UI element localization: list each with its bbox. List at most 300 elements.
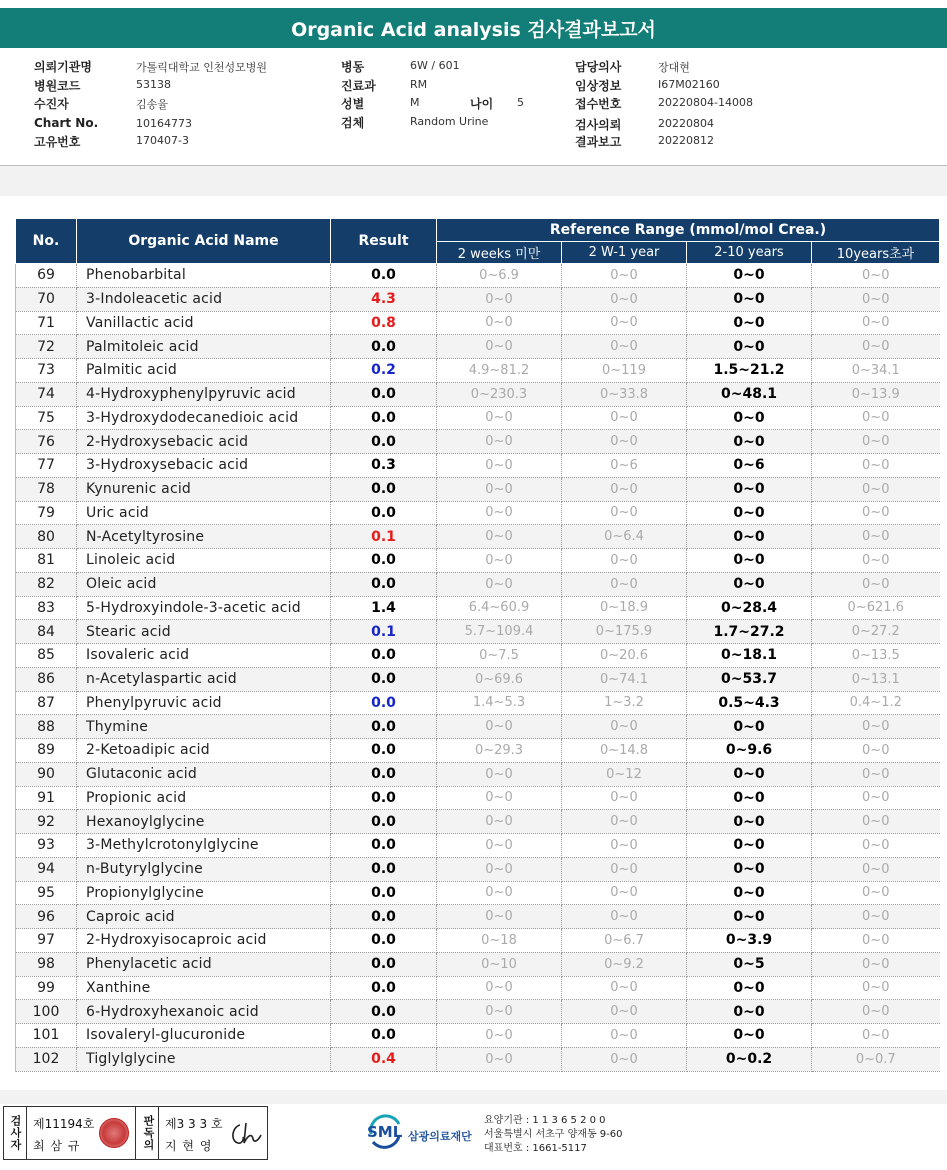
cell-range-2-10-years: 0~18.1 bbox=[687, 644, 812, 668]
cell-range-over-10-years: 0~0 bbox=[812, 501, 940, 525]
cell-acid-name: Oleic acid bbox=[77, 572, 331, 596]
cell-result: 0.0 bbox=[331, 929, 437, 953]
cell-no: 93 bbox=[16, 834, 77, 858]
cell-range-2w-1year: 0~0 bbox=[562, 572, 687, 596]
cell-range-2w-1year: 0~0 bbox=[562, 335, 687, 359]
cell-range-under-2-weeks: 0~10 bbox=[437, 952, 562, 976]
doctor-value: 장대현 bbox=[658, 61, 690, 74]
cell-range-2-10-years: 0~0 bbox=[687, 810, 812, 834]
cell-acid-name: Glutaconic acid bbox=[77, 762, 331, 786]
cell-acid-name: n-Acetylaspartic acid bbox=[77, 667, 331, 691]
table-row bbox=[16, 311, 940, 335]
dept-label: 진료과 bbox=[341, 79, 376, 93]
table-row bbox=[16, 1047, 940, 1071]
table-row bbox=[16, 1024, 940, 1048]
cell-range-under-2-weeks: 0~0 bbox=[437, 762, 562, 786]
dept-value: RM bbox=[410, 78, 428, 91]
cell-range-under-2-weeks: 0~0 bbox=[437, 810, 562, 834]
examiner-name: 최 삼 규 bbox=[33, 1139, 81, 1153]
cell-no: 92 bbox=[16, 810, 77, 834]
report-title: Organic Acid analysis 검사결과보고서 bbox=[0, 8, 947, 48]
cell-result: 0.0 bbox=[331, 430, 437, 454]
col-header-under-2-weeks: 2 weeks 미만 bbox=[437, 242, 562, 264]
cell-no: 89 bbox=[16, 739, 77, 763]
table-row bbox=[16, 406, 940, 430]
cell-range-under-2-weeks: 0~0 bbox=[437, 834, 562, 858]
cell-range-2-10-years: 0~53.7 bbox=[687, 667, 812, 691]
reviewer-signature-icon bbox=[226, 1119, 264, 1149]
table-row bbox=[16, 264, 940, 288]
cell-range-over-10-years: 0~27.2 bbox=[812, 620, 940, 644]
cell-no: 82 bbox=[16, 572, 77, 596]
cell-range-2-10-years: 0~0 bbox=[687, 881, 812, 905]
cell-range-2-10-years: 0~0 bbox=[687, 715, 812, 739]
cell-acid-name: N-Acetyltyrosine bbox=[77, 525, 331, 549]
cell-range-under-2-weeks: 0~0 bbox=[437, 976, 562, 1000]
col-header-2-10-years: 2-10 years bbox=[687, 242, 812, 264]
cell-no: 71 bbox=[16, 311, 77, 335]
section-divider bbox=[0, 166, 947, 196]
cell-no: 101 bbox=[16, 1024, 77, 1048]
cell-range-2w-1year: 0~74.1 bbox=[562, 667, 687, 691]
cell-range-2-10-years: 0~0 bbox=[687, 857, 812, 881]
cell-range-under-2-weeks: 0~0 bbox=[437, 287, 562, 311]
divider bbox=[158, 1107, 159, 1159]
cell-no: 74 bbox=[16, 382, 77, 406]
table-row bbox=[16, 359, 940, 383]
org-code-line: 요양기관 : 1 1 3 6 5 2 0 0 bbox=[484, 1115, 606, 1126]
cell-range-2-10-years: 0~5 bbox=[687, 952, 812, 976]
cell-acid-name: n-Butyrylglycine bbox=[77, 857, 331, 881]
cell-result: 0.0 bbox=[331, 810, 437, 834]
cell-no: 88 bbox=[16, 715, 77, 739]
col-header-over-10-years: 10years초과 bbox=[812, 242, 940, 264]
institution-value: 가톨릭대학교 인천성모병원 bbox=[136, 61, 268, 74]
cell-result: 0.0 bbox=[331, 477, 437, 501]
chart-no-value: 10164773 bbox=[136, 117, 192, 130]
cell-range-2-10-years: 0~0.2 bbox=[687, 1047, 812, 1071]
chart-no-label: Chart No. bbox=[34, 116, 99, 130]
cell-range-under-2-weeks: 0~0 bbox=[437, 454, 562, 478]
cell-result: 0.0 bbox=[331, 335, 437, 359]
cell-range-2w-1year: 0~6.4 bbox=[562, 525, 687, 549]
table-row bbox=[16, 786, 940, 810]
cell-range-over-10-years: 0~0.7 bbox=[812, 1047, 940, 1071]
cell-range-over-10-years: 0~34.1 bbox=[812, 359, 940, 383]
col-header-result: Result bbox=[331, 219, 437, 264]
cell-range-under-2-weeks: 0~0 bbox=[437, 311, 562, 335]
cell-range-over-10-years: 0~0 bbox=[812, 287, 940, 311]
examiner-seal-icon bbox=[99, 1118, 129, 1148]
specimen-label: 검체 bbox=[341, 116, 365, 130]
cell-range-2w-1year: 0~0 bbox=[562, 430, 687, 454]
receipt-no-value: 20220804-14008 bbox=[658, 96, 753, 109]
cell-no: 99 bbox=[16, 976, 77, 1000]
table-row bbox=[16, 715, 940, 739]
cell-no: 69 bbox=[16, 264, 77, 288]
cell-result: 0.0 bbox=[331, 1000, 437, 1024]
org-address: 서울특별시 서초구 양재동 9-60 bbox=[484, 1129, 623, 1140]
cell-range-over-10-years: 0~621.6 bbox=[812, 596, 940, 620]
table-row bbox=[16, 525, 940, 549]
cell-range-2w-1year: 0~9.2 bbox=[562, 952, 687, 976]
cell-result: 0.0 bbox=[331, 905, 437, 929]
cell-result: 0.8 bbox=[331, 311, 437, 335]
cell-no: 70 bbox=[16, 287, 77, 311]
hospital-code-label: 병원코드 bbox=[34, 79, 81, 93]
cell-range-under-2-weeks: 0~0 bbox=[437, 1047, 562, 1071]
cell-range-2-10-years: 0~0 bbox=[687, 905, 812, 929]
cell-range-2-10-years: 0~6 bbox=[687, 454, 812, 478]
cell-range-2-10-years: 0~0 bbox=[687, 786, 812, 810]
specimen-value: Random Urine bbox=[410, 115, 489, 128]
cell-result: 0.0 bbox=[331, 644, 437, 668]
table-row bbox=[16, 976, 940, 1000]
cell-range-2-10-years: 0~3.9 bbox=[687, 929, 812, 953]
cell-result: 0.0 bbox=[331, 501, 437, 525]
cell-range-over-10-years: 0~0 bbox=[812, 762, 940, 786]
unique-no-label: 고유번호 bbox=[34, 135, 81, 149]
cell-range-2w-1year: 0~0 bbox=[562, 549, 687, 573]
cell-result: 0.1 bbox=[331, 620, 437, 644]
cell-no: 86 bbox=[16, 667, 77, 691]
sex-value: M bbox=[410, 96, 420, 109]
request-date-label: 검사의뢰 bbox=[575, 118, 622, 132]
cell-result: 0.0 bbox=[331, 762, 437, 786]
divider bbox=[26, 1107, 27, 1159]
cell-range-over-10-years: 0~0 bbox=[812, 857, 940, 881]
cell-range-under-2-weeks: 0~0 bbox=[437, 715, 562, 739]
reviewer-name: 지 현 영 bbox=[165, 1139, 213, 1153]
cell-no: 90 bbox=[16, 762, 77, 786]
table-row bbox=[16, 929, 940, 953]
cell-range-over-10-years: 0~0 bbox=[812, 335, 940, 359]
cell-range-2w-1year: 0~6.7 bbox=[562, 929, 687, 953]
cell-range-2-10-years: 0~0 bbox=[687, 834, 812, 858]
cell-range-under-2-weeks: 1.4~5.3 bbox=[437, 691, 562, 715]
results-table-container bbox=[15, 218, 939, 1072]
age-value: 5 bbox=[517, 96, 524, 109]
cell-acid-name: Caproic acid bbox=[77, 905, 331, 929]
cell-no: 96 bbox=[16, 905, 77, 929]
cell-result: 1.4 bbox=[331, 596, 437, 620]
doctor-label: 담당의사 bbox=[575, 60, 622, 74]
cell-range-2-10-years: 0~0 bbox=[687, 1000, 812, 1024]
cell-range-over-10-years: 0~0 bbox=[812, 952, 940, 976]
cell-range-over-10-years: 0~13.5 bbox=[812, 644, 940, 668]
cell-range-2-10-years: 1.7~27.2 bbox=[687, 620, 812, 644]
cell-acid-name: Isovaleryl-glucuronide bbox=[77, 1024, 331, 1048]
cell-range-over-10-years: 0~0 bbox=[812, 264, 940, 288]
examiner-license: 제11194호 bbox=[33, 1117, 95, 1131]
clinical-info-label: 임상정보 bbox=[575, 79, 622, 93]
cell-acid-name: Phenylacetic acid bbox=[77, 952, 331, 976]
results-table-body bbox=[16, 264, 940, 1072]
table-row bbox=[16, 335, 940, 359]
cell-range-2w-1year: 0~0 bbox=[562, 834, 687, 858]
cell-range-2w-1year: 0~20.6 bbox=[562, 644, 687, 668]
cell-range-2w-1year: 0~33.8 bbox=[562, 382, 687, 406]
table-row bbox=[16, 881, 940, 905]
cell-result: 0.0 bbox=[331, 976, 437, 1000]
cell-range-over-10-years: 0~0 bbox=[812, 929, 940, 953]
cell-no: 84 bbox=[16, 620, 77, 644]
cell-result: 0.0 bbox=[331, 549, 437, 573]
table-row bbox=[16, 501, 940, 525]
cell-no: 72 bbox=[16, 335, 77, 359]
cell-range-2w-1year: 0~6 bbox=[562, 454, 687, 478]
cell-acid-name: Thymine bbox=[77, 715, 331, 739]
cell-no: 102 bbox=[16, 1047, 77, 1071]
cell-range-2-10-years: 0~0 bbox=[687, 477, 812, 501]
cell-range-2w-1year: 0~0 bbox=[562, 1047, 687, 1071]
cell-no: 76 bbox=[16, 430, 77, 454]
table-row bbox=[16, 477, 940, 501]
cell-range-under-2-weeks: 0~0 bbox=[437, 549, 562, 573]
cell-range-under-2-weeks: 0~18 bbox=[437, 929, 562, 953]
cell-range-2w-1year: 0~0 bbox=[562, 287, 687, 311]
cell-range-over-10-years: 0~0 bbox=[812, 834, 940, 858]
cell-range-2w-1year: 0~0 bbox=[562, 264, 687, 288]
cell-range-over-10-years: 0~13.1 bbox=[812, 667, 940, 691]
cell-range-2-10-years: 0~0 bbox=[687, 572, 812, 596]
cell-acid-name: 3-Hydroxysebacic acid bbox=[77, 454, 331, 478]
cell-no: 73 bbox=[16, 359, 77, 383]
cell-range-over-10-years: 0~0 bbox=[812, 810, 940, 834]
cell-range-over-10-years: 0~0 bbox=[812, 976, 940, 1000]
cell-range-under-2-weeks: 0~29.3 bbox=[437, 739, 562, 763]
cell-range-2w-1year: 1~3.2 bbox=[562, 691, 687, 715]
cell-range-over-10-years: 0~0 bbox=[812, 311, 940, 335]
table-row bbox=[16, 644, 940, 668]
table-row bbox=[16, 810, 940, 834]
patient-info-section bbox=[0, 48, 947, 166]
cell-result: 0.1 bbox=[331, 525, 437, 549]
cell-no: 79 bbox=[16, 501, 77, 525]
cell-range-over-10-years: 0~0 bbox=[812, 739, 940, 763]
cell-range-2-10-years: 0~0 bbox=[687, 549, 812, 573]
cell-range-2w-1year: 0~18.9 bbox=[562, 596, 687, 620]
cell-range-over-10-years: 0~0 bbox=[812, 477, 940, 501]
cell-no: 95 bbox=[16, 881, 77, 905]
cell-no: 75 bbox=[16, 406, 77, 430]
cell-range-over-10-years: 0~0 bbox=[812, 786, 940, 810]
cell-range-2-10-years: 0~0 bbox=[687, 501, 812, 525]
reviewer-label: 판독의 bbox=[142, 1115, 155, 1151]
cell-range-2w-1year: 0~175.9 bbox=[562, 620, 687, 644]
cell-range-under-2-weeks: 4.9~81.2 bbox=[437, 359, 562, 383]
org-abbr: SML bbox=[367, 1123, 403, 1141]
cell-no: 77 bbox=[16, 454, 77, 478]
cell-no: 83 bbox=[16, 596, 77, 620]
cell-range-under-2-weeks: 6.4~60.9 bbox=[437, 596, 562, 620]
cell-range-over-10-years: 0~0 bbox=[812, 572, 940, 596]
cell-range-over-10-years: 0~0 bbox=[812, 905, 940, 929]
unique-no-value: 170407-3 bbox=[136, 134, 189, 147]
table-row bbox=[16, 596, 940, 620]
examiner-label: 검사자 bbox=[9, 1115, 22, 1151]
cell-no: 81 bbox=[16, 549, 77, 573]
cell-range-over-10-years: 0~13.9 bbox=[812, 382, 940, 406]
cell-result: 4.3 bbox=[331, 287, 437, 311]
col-header-name: Organic Acid Name bbox=[77, 219, 331, 264]
sex-label: 성별 bbox=[341, 97, 365, 111]
institution-label: 의뢰기관명 bbox=[34, 60, 92, 74]
cell-range-2w-1year: 0~0 bbox=[562, 857, 687, 881]
cell-result: 0.0 bbox=[331, 572, 437, 596]
cell-acid-name: Propionic acid bbox=[77, 786, 331, 810]
cell-range-2-10-years: 0~28.4 bbox=[687, 596, 812, 620]
cell-range-2-10-years: 0~0 bbox=[687, 311, 812, 335]
patient-value: 김송율 bbox=[136, 98, 168, 111]
cell-range-2w-1year: 0~0 bbox=[562, 715, 687, 739]
cell-range-over-10-years: 0~0 bbox=[812, 525, 940, 549]
cell-range-under-2-weeks: 0~230.3 bbox=[437, 382, 562, 406]
cell-result: 0.0 bbox=[331, 406, 437, 430]
table-row bbox=[16, 952, 940, 976]
cell-range-2w-1year: 0~14.8 bbox=[562, 739, 687, 763]
table-row bbox=[16, 857, 940, 881]
report-date-label: 결과보고 bbox=[575, 135, 622, 149]
org-contact bbox=[484, 1114, 623, 1156]
table-row bbox=[16, 667, 940, 691]
cell-range-2-10-years: 0~9.6 bbox=[687, 739, 812, 763]
cell-acid-name: Uric acid bbox=[77, 501, 331, 525]
cell-range-over-10-years: 0~0 bbox=[812, 1000, 940, 1024]
cell-range-over-10-years: 0~0 bbox=[812, 454, 940, 478]
report-date-value: 20220812 bbox=[658, 134, 714, 147]
cell-range-2-10-years: 0~0 bbox=[687, 406, 812, 430]
cell-range-under-2-weeks: 0~0 bbox=[437, 1024, 562, 1048]
cell-range-over-10-years: 0.4~1.2 bbox=[812, 691, 940, 715]
cell-no: 85 bbox=[16, 644, 77, 668]
cell-range-2-10-years: 0~0 bbox=[687, 976, 812, 1000]
cell-result: 0.0 bbox=[331, 786, 437, 810]
results-table bbox=[15, 218, 940, 1072]
cell-range-2w-1year: 0~0 bbox=[562, 406, 687, 430]
table-row bbox=[16, 572, 940, 596]
cell-range-under-2-weeks: 0~0 bbox=[437, 905, 562, 929]
cell-result: 0.3 bbox=[331, 454, 437, 478]
cell-result: 0.2 bbox=[331, 359, 437, 383]
cell-range-under-2-weeks: 0~0 bbox=[437, 406, 562, 430]
cell-acid-name: Phenylpyruvic acid bbox=[77, 691, 331, 715]
receipt-no-label: 접수번호 bbox=[575, 97, 622, 111]
cell-range-2w-1year: 0~0 bbox=[562, 976, 687, 1000]
cell-acid-name: Kynurenic acid bbox=[77, 477, 331, 501]
cell-no: 100 bbox=[16, 1000, 77, 1024]
cell-no: 80 bbox=[16, 525, 77, 549]
clinical-info-value: I67M02160 bbox=[658, 78, 720, 91]
table-row bbox=[16, 834, 940, 858]
cell-range-2w-1year: 0~0 bbox=[562, 1000, 687, 1024]
cell-acid-name: 6-Hydroxyhexanoic acid bbox=[77, 1000, 331, 1024]
cell-no: 97 bbox=[16, 929, 77, 953]
org-phone: 대표번호 : 1661-5117 bbox=[484, 1143, 587, 1154]
cell-range-under-2-weeks: 0~0 bbox=[437, 525, 562, 549]
cell-range-over-10-years: 0~0 bbox=[812, 881, 940, 905]
cell-result: 0.0 bbox=[331, 691, 437, 715]
age-label: 나이 bbox=[470, 97, 494, 111]
cell-range-under-2-weeks: 0~7.5 bbox=[437, 644, 562, 668]
cell-result: 0.0 bbox=[331, 1024, 437, 1048]
cell-result: 0.0 bbox=[331, 857, 437, 881]
cell-range-2-10-years: 0~0 bbox=[687, 335, 812, 359]
table-row bbox=[16, 454, 940, 478]
cell-acid-name: Stearic acid bbox=[77, 620, 331, 644]
table-row bbox=[16, 549, 940, 573]
cell-range-2w-1year: 0~0 bbox=[562, 810, 687, 834]
hospital-code-value: 53138 bbox=[136, 78, 171, 91]
cell-range-2-10-years: 0~0 bbox=[687, 287, 812, 311]
col-header-2w-1year: 2 W-1 year bbox=[562, 242, 687, 264]
cell-range-under-2-weeks: 0~0 bbox=[437, 857, 562, 881]
cell-acid-name: 3-Indoleacetic acid bbox=[77, 287, 331, 311]
table-row bbox=[16, 430, 940, 454]
org-name: 삼광의료재단 bbox=[408, 1130, 472, 1143]
cell-no: 87 bbox=[16, 691, 77, 715]
col-header-reference: Reference Range (mmol/mol Crea.) bbox=[437, 219, 940, 242]
cell-range-2-10-years: 0~48.1 bbox=[687, 382, 812, 406]
cell-range-2-10-years: 0~0 bbox=[687, 1024, 812, 1048]
cell-result: 0.0 bbox=[331, 739, 437, 763]
cell-range-2-10-years: 0~0 bbox=[687, 430, 812, 454]
cell-result: 0.0 bbox=[331, 952, 437, 976]
cell-range-2w-1year: 0~0 bbox=[562, 311, 687, 335]
cell-range-over-10-years: 0~0 bbox=[812, 430, 940, 454]
table-row bbox=[16, 739, 940, 763]
cell-no: 78 bbox=[16, 477, 77, 501]
cell-range-2w-1year: 0~0 bbox=[562, 1024, 687, 1048]
cell-range-2w-1year: 0~119 bbox=[562, 359, 687, 383]
cell-range-2-10-years: 0~0 bbox=[687, 762, 812, 786]
cell-range-2w-1year: 0~0 bbox=[562, 501, 687, 525]
ward-value: 6W / 601 bbox=[410, 59, 460, 72]
table-row bbox=[16, 1000, 940, 1024]
cell-result: 0.0 bbox=[331, 667, 437, 691]
request-date-value: 20220804 bbox=[658, 117, 714, 130]
cell-range-2-10-years: 0.5~4.3 bbox=[687, 691, 812, 715]
cell-result: 0.0 bbox=[331, 881, 437, 905]
cell-acid-name: Hexanoylglycine bbox=[77, 810, 331, 834]
cell-no: 94 bbox=[16, 857, 77, 881]
cell-range-2w-1year: 0~0 bbox=[562, 905, 687, 929]
cell-acid-name: Propionylglycine bbox=[77, 881, 331, 905]
cell-range-2w-1year: 0~0 bbox=[562, 786, 687, 810]
table-row bbox=[16, 620, 940, 644]
cell-acid-name: 3-Methylcrotonylglycine bbox=[77, 834, 331, 858]
cell-acid-name: 2-Ketoadipic acid bbox=[77, 739, 331, 763]
cell-acid-name: 5-Hydroxyindole-3-acetic acid bbox=[77, 596, 331, 620]
cell-range-over-10-years: 0~0 bbox=[812, 715, 940, 739]
cell-acid-name: Isovaleric acid bbox=[77, 644, 331, 668]
cell-result: 0.0 bbox=[331, 382, 437, 406]
cell-result: 0.0 bbox=[331, 834, 437, 858]
cell-acid-name: 3-Hydroxydodecanedioic acid bbox=[77, 406, 331, 430]
table-row bbox=[16, 382, 940, 406]
col-header-no: No. bbox=[16, 219, 77, 264]
cell-range-under-2-weeks: 0~0 bbox=[437, 477, 562, 501]
cell-range-under-2-weeks: 0~0 bbox=[437, 335, 562, 359]
cell-range-under-2-weeks: 0~6.9 bbox=[437, 264, 562, 288]
table-row bbox=[16, 905, 940, 929]
cell-range-over-10-years: 0~0 bbox=[812, 549, 940, 573]
cell-range-under-2-weeks: 0~0 bbox=[437, 501, 562, 525]
cell-acid-name: 2-Hydroxysebacic acid bbox=[77, 430, 331, 454]
table-row bbox=[16, 762, 940, 786]
cell-range-over-10-years: 0~0 bbox=[812, 1024, 940, 1048]
table-row bbox=[16, 287, 940, 311]
